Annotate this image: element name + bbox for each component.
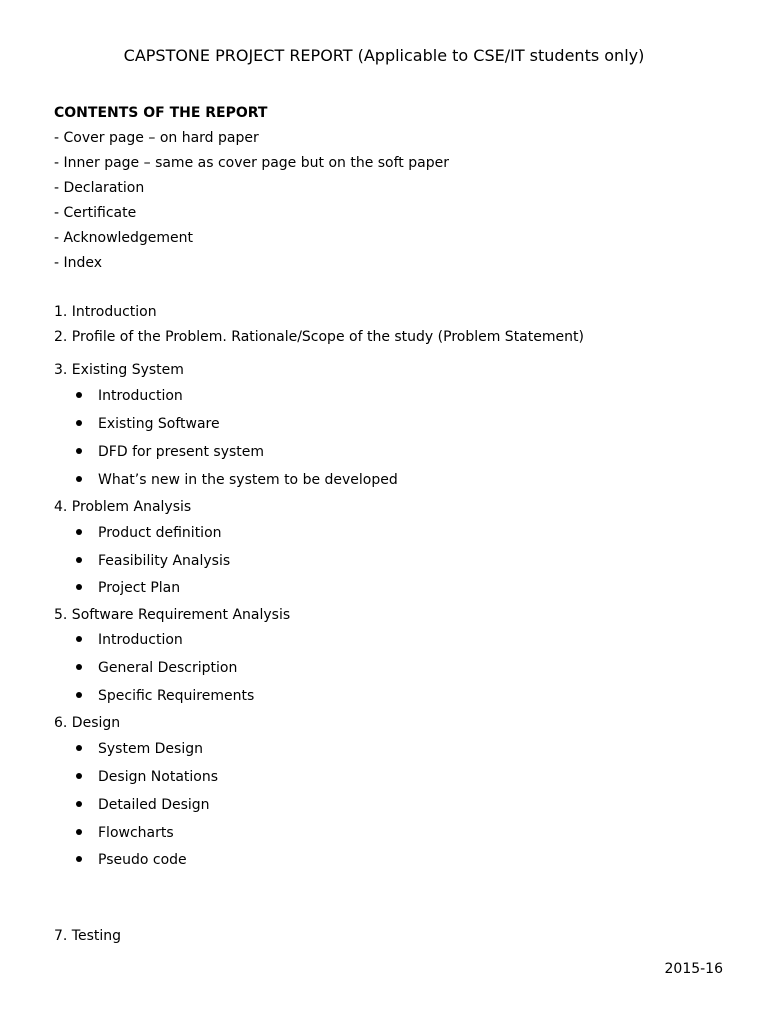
bullet-icon bbox=[76, 476, 82, 482]
contents-heading: CONTENTS OF THE REPORT bbox=[54, 105, 268, 121]
footer-year: 2015-16 bbox=[664, 961, 723, 977]
list-item: Design Notations bbox=[98, 769, 219, 785]
bullet-icon bbox=[76, 745, 82, 751]
bullet-icon bbox=[76, 692, 82, 698]
bullet-icon bbox=[76, 801, 82, 807]
contents-item: - Acknowledgement bbox=[54, 230, 194, 246]
list-item: Detailed Design bbox=[98, 797, 210, 813]
list-item: Existing Software bbox=[98, 416, 220, 432]
bullet-icon bbox=[76, 392, 82, 398]
page-title: CAPSTONE PROJECT REPORT (Applicable to CSE/IT students only) bbox=[123, 46, 645, 65]
section-heading: 3. Existing System bbox=[54, 362, 184, 378]
list-item: Introduction bbox=[98, 388, 183, 404]
contents-item: - Certificate bbox=[54, 205, 137, 221]
list-item: What’s new in the system to be developed bbox=[98, 472, 398, 488]
bullet-icon bbox=[76, 773, 82, 779]
list-item: DFD for present system bbox=[98, 444, 265, 460]
section-heading: 5. Software Requirement Analysis bbox=[54, 607, 291, 623]
section-heading: 6. Design bbox=[54, 715, 121, 731]
contents-item: - Cover page – on hard paper bbox=[54, 130, 259, 146]
list-item: Flowcharts bbox=[98, 825, 174, 841]
section-heading: 2. Profile of the Problem. Rationale/Scope of the study (Problem Statement) bbox=[54, 329, 584, 345]
list-item: General Description bbox=[98, 660, 238, 676]
contents-item: - Inner page – same as cover page but on the soft paper bbox=[54, 155, 449, 171]
list-item: Product definition bbox=[98, 525, 222, 541]
list-item: Specific Requirements bbox=[98, 688, 255, 704]
contents-item: - Index bbox=[54, 255, 103, 271]
bullet-icon bbox=[76, 829, 82, 835]
bullet-icon bbox=[76, 584, 82, 590]
bullet-icon bbox=[76, 856, 82, 862]
list-item: System Design bbox=[98, 741, 203, 757]
list-item: Pseudo code bbox=[98, 852, 187, 868]
bullet-icon bbox=[76, 420, 82, 426]
bullet-icon bbox=[76, 636, 82, 642]
bullet-icon bbox=[76, 529, 82, 535]
bullet-icon bbox=[76, 664, 82, 670]
section-heading: 1. Introduction bbox=[54, 304, 157, 320]
contents-item: - Declaration bbox=[54, 180, 145, 196]
bullet-icon bbox=[76, 448, 82, 454]
section-heading: 7. Testing bbox=[54, 928, 122, 944]
list-item: Feasibility Analysis bbox=[98, 553, 231, 569]
bullet-icon bbox=[76, 557, 82, 563]
section-heading: 4. Problem Analysis bbox=[54, 499, 192, 515]
list-item: Project Plan bbox=[98, 580, 181, 596]
list-item: Introduction bbox=[98, 632, 183, 648]
